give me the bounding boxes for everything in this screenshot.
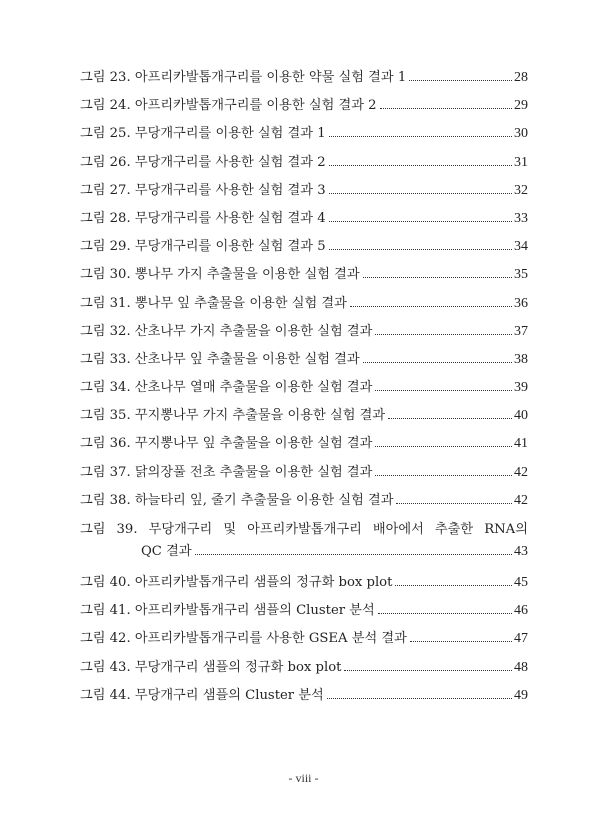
toc-entry-page: 49: [514, 687, 528, 703]
toc-entry-label: 그림 30. 뽕나무 가지 추출물을 이용한 실험 결과: [80, 267, 360, 283]
dot-leader: [350, 306, 512, 307]
toc-entry-page: 35: [514, 267, 528, 283]
figure-list: [80, 64, 528, 710]
toc-entry-label: 그림 25. 무당개구리를 이용한 실험 결과 1: [80, 126, 326, 142]
dot-leader: [375, 334, 512, 335]
toc-entry[interactable]: [80, 402, 528, 430]
dot-leader: [396, 503, 512, 504]
toc-entry[interactable]: [80, 64, 528, 92]
dot-leader: [410, 641, 512, 642]
toc-entry[interactable]: [80, 318, 528, 346]
toc-entry-label: 그림 36. 꾸지뽕나무 잎 추출물을 이용한 실험 결과: [80, 436, 373, 452]
toc-entry-label: 그림 38. 하늘타리 잎, 줄기 추출물을 이용한 실험 결과: [80, 492, 394, 508]
toc-entry-page: 43: [514, 544, 528, 559]
toc-entry[interactable]: [80, 430, 528, 458]
dot-leader: [378, 613, 512, 614]
dot-leader: [375, 446, 512, 447]
toc-entry-page: 40: [514, 408, 528, 424]
dot-leader: [329, 136, 512, 137]
toc-entry-label: 그림 29. 무당개구리를 이용한 실험 결과 5: [80, 239, 326, 255]
toc-entry-label: 그림 34. 산초나무 열매 추출물을 이용한 실험 결과: [80, 380, 373, 396]
dot-leader: [329, 249, 512, 250]
toc-entry-page: 33: [514, 210, 528, 226]
toc-entry-label: 그림 32. 산초나무 가지 추출물을 이용한 실험 결과: [80, 323, 373, 339]
toc-entry[interactable]: [80, 625, 528, 653]
toc-entry-label: 그림 37. 닭의장풀 전초 추출물을 이용한 실험 결과: [80, 464, 373, 480]
toc-entry[interactable]: [80, 374, 528, 402]
dot-leader: [329, 221, 512, 222]
toc-entry-label: 그림 42. 아프리카발톱개구리를 사용한 GSEA 분석 결과: [80, 631, 407, 647]
toc-entry[interactable]: [80, 682, 528, 710]
toc-entry-page: 39: [514, 380, 528, 396]
dot-leader: [327, 698, 512, 699]
toc-entry-label: 그림 27. 무당개구리를 사용한 실험 결과 3: [80, 182, 326, 198]
toc-entry-page: 28: [514, 70, 528, 85]
word: 무당개구리: [148, 522, 213, 537]
toc-entry-label-continuation: QC 결과: [141, 544, 192, 559]
toc-entry-page: 36: [514, 295, 528, 311]
toc-entry[interactable]: [80, 519, 528, 563]
toc-entry[interactable]: [80, 149, 528, 177]
toc-entry[interactable]: [80, 569, 528, 597]
word: RNA의: [484, 522, 528, 537]
toc-entry-page: 38: [514, 351, 528, 367]
toc-entry-page: 29: [514, 98, 528, 114]
toc-entry[interactable]: [80, 177, 528, 205]
toc-entry-page: 37: [514, 323, 528, 339]
toc-entry-page: 42: [514, 492, 528, 508]
word: 아프리카발톱개구리: [247, 522, 362, 537]
toc-entry[interactable]: [80, 205, 528, 233]
word: 39.: [116, 522, 138, 537]
toc-entry[interactable]: [80, 120, 528, 148]
toc-entry-page: 47: [514, 631, 528, 647]
dot-leader: [409, 80, 512, 81]
word: 및: [223, 522, 237, 537]
toc-entry-page: 32: [514, 182, 528, 198]
dot-leader: [380, 108, 512, 109]
toc-entry-page: 31: [514, 154, 528, 170]
toc-entry[interactable]: [80, 92, 528, 120]
toc-entry-page: 48: [514, 659, 528, 675]
toc-entry[interactable]: [80, 654, 528, 682]
dot-leader: [329, 165, 512, 166]
word: 그림: [80, 522, 106, 537]
toc-entry-label: 그림 40. 아프리카발톱개구리 샘플의 정규화 box plot: [80, 575, 393, 590]
dot-leader: [388, 418, 512, 419]
toc-entry-label: 그림 28. 무당개구리를 사용한 실험 결과 4: [80, 210, 326, 226]
toc-entry-label: [80, 519, 528, 541]
toc-entry-label: 그림 26. 무당개구리를 사용한 실험 결과 2: [80, 154, 326, 170]
dot-leader: [375, 475, 512, 476]
toc-entry-page: 46: [514, 603, 528, 619]
toc-entry-label: 그림 44. 무당개구리 샘플의 Cluster 분석: [80, 687, 324, 703]
toc-entry-page: 42: [514, 464, 528, 480]
toc-entry[interactable]: [80, 346, 528, 374]
toc-entry[interactable]: [80, 290, 528, 318]
word: 배아에서: [372, 522, 424, 537]
dot-leader: [375, 390, 512, 391]
word: 추출한: [434, 522, 474, 537]
dot-leader: [195, 554, 512, 555]
page-number: - viii -: [288, 771, 319, 785]
toc-entry-page: 30: [514, 126, 528, 142]
toc-entry-label: 그림 31. 뽕나무 잎 추출물을 이용한 실험 결과: [80, 295, 347, 311]
dot-leader: [344, 670, 512, 671]
dot-leader: [395, 585, 512, 586]
toc-entry-page: 34: [514, 239, 528, 255]
toc-entry-page: 41: [514, 436, 528, 452]
dot-leader: [363, 362, 512, 363]
dot-leader: [329, 193, 512, 194]
toc-entry[interactable]: [80, 233, 528, 261]
toc-entry[interactable]: [80, 597, 528, 625]
toc-entry-label: 그림 43. 무당개구리 샘플의 정규화 box plot: [80, 659, 342, 675]
toc-entry-label: 그림 33. 산초나무 잎 추출물을 이용한 실험 결과: [80, 351, 360, 367]
toc-entry[interactable]: [80, 261, 528, 289]
dot-leader: [363, 277, 512, 278]
toc-entry-continuation: [80, 541, 528, 563]
toc-entry-label: 그림 24. 아프리카발톱개구리를 이용한 실험 결과 2: [80, 98, 377, 114]
toc-entry-label: 그림 23. 아프리카발톱개구리를 이용한 약물 실험 결과 1: [80, 70, 407, 85]
toc-entry-page: 45: [514, 575, 528, 590]
toc-entry[interactable]: [80, 459, 528, 487]
toc-entry-label: 그림 35. 꾸지뽕나무 가지 추출물을 이용한 실험 결과: [80, 408, 386, 424]
toc-entry-label: 그림 41. 아프리카발톱개구리 샘플의 Cluster 분석: [80, 603, 375, 619]
toc-entry[interactable]: [80, 487, 528, 515]
